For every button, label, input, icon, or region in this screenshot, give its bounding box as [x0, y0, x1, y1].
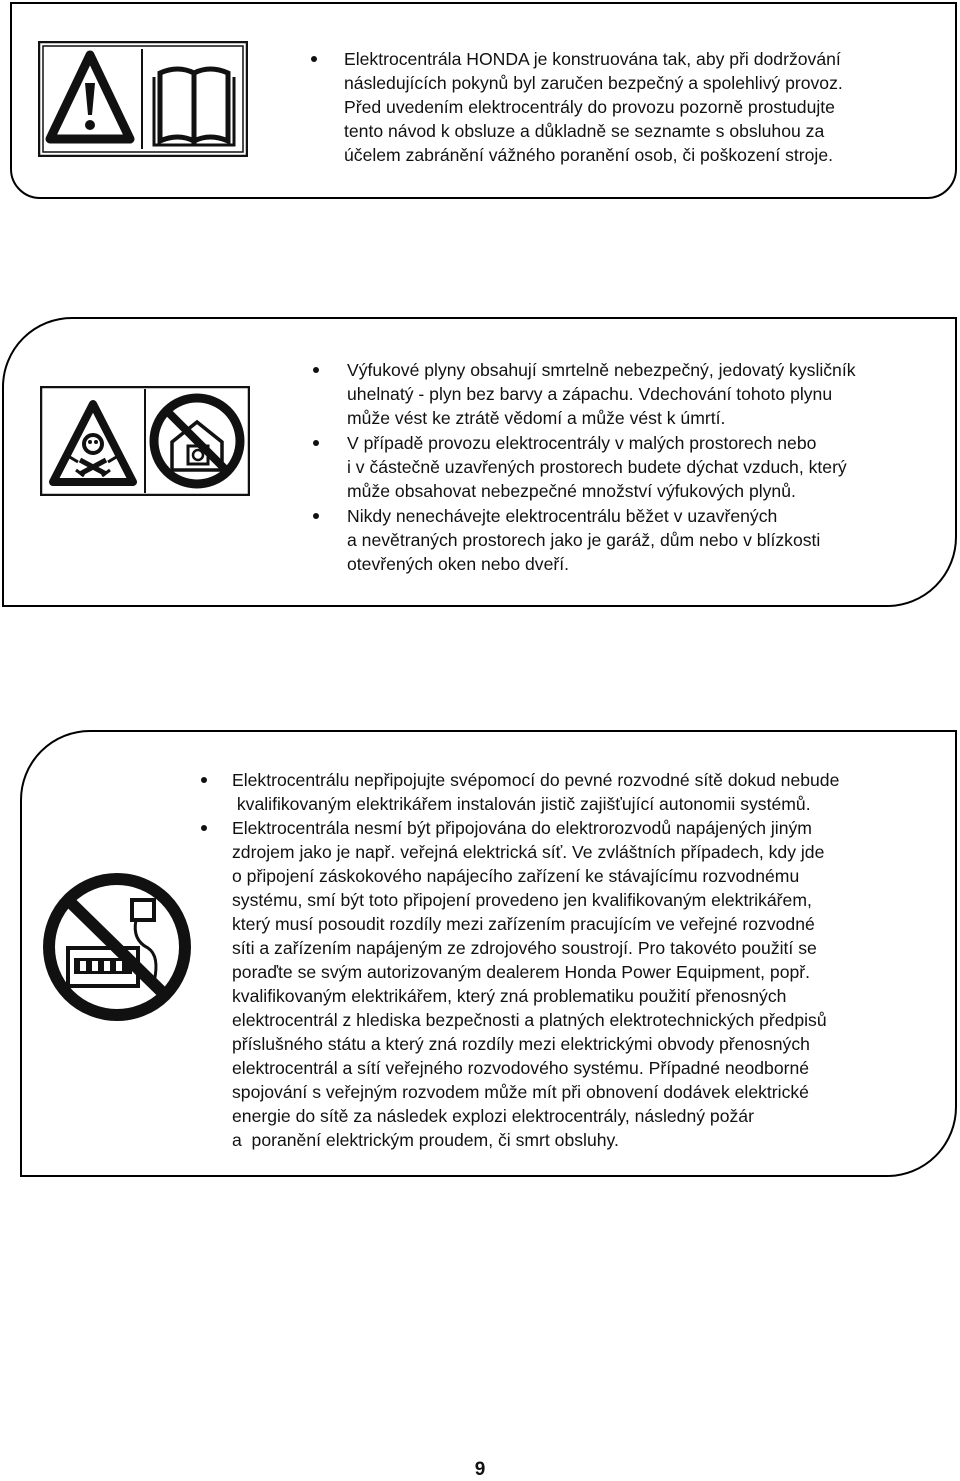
list-item: V případě provozu elektrocentrály v malých prostorech nebo i v částečně uzavřených prostorech budete dýchat vzduch, který může obsahovat nebezpečné množství výfukových plynů. [347, 431, 856, 503]
panel-3-text [232, 768, 839, 1152]
list-item: Výfukové plyny obsahují smrtelně nebezpečný, jedovatý kysličník uhelnatý - plyn bez barvy a zápachu. Vdechování tohoto plynu může vést ke ztrátě vědomí a může vést k úmrtí. [347, 360, 856, 428]
warning-book-pictogram [38, 41, 248, 157]
panel-2-text [347, 358, 856, 577]
list-item: Elektrocentrála nesmí být připojována do elektrorozvodů napájených jiným zdrojem jako je např. veřejná elektrická síť. Ve zvláštních případech, kdy jde o připojení záskokového napájecího zařízení ke stávajícímu rozvodnému systému, smí být toto připojení provedeno jen kvalifikovaným elektrikářem, který musí posoudit rozdíly mezi zařízením pracujícím ve veřejné rozvodné síti a zařízením napájeným ze zdrojového soustrojí. Pro takovéto použití se poraďte se svým autorizovaným dealerem Honda Power Equipment, popř. kvalifikovaným elektrikářem, který zná problematiku použití přenosných elektrocentrál z hlediska bezpečnosti a platných elektrotechnických předpisů příslušného státu a který zná rozdíly mezi elektrickými obvody přenosných elektrocentrál a sítí veřejného rozvodového systému. Případné neodborné spojování s veřejným rozvodem může mít při obnovení dodávek elektrické energie do sítě za následek explozi elektrocentrály, následný požár a poranění elektrickým proudem, či smrt obsluhy. [232, 816, 839, 1152]
list-item: Elektrocentrálu nepřipojujte svépomocí do pevné rozvodné sítě dokud nebude kvalifikovaným elektrikářem instalován jistič zajišťující autonomii systémů. [232, 770, 840, 814]
page-number: 9 [474, 1459, 486, 1480]
no-grid-connection-icon [40, 870, 195, 1025]
panel-1-text [344, 47, 843, 167]
exhaust-warning-pictogram [40, 386, 250, 496]
list-item: Elektrocentrála HONDA je konstruována tak, aby při dodržování následujících pokynů byl zaručen bezpečný a spolehlivý provoz. Před uvedením elektrocentrály do provozu pozorně prostudujte tento návod k obsluze a důkladně se seznamte s obsluhou za účelem zabránění vážného poranění osob, či poškození stroje. [344, 49, 843, 165]
list-item: Nikdy nenechávejte elektrocentrálu běžet v uzavřených a nevětraných prostorech jako je garáž, dům nebo v blízkosti otevřených oken nebo dveří. [347, 504, 856, 576]
